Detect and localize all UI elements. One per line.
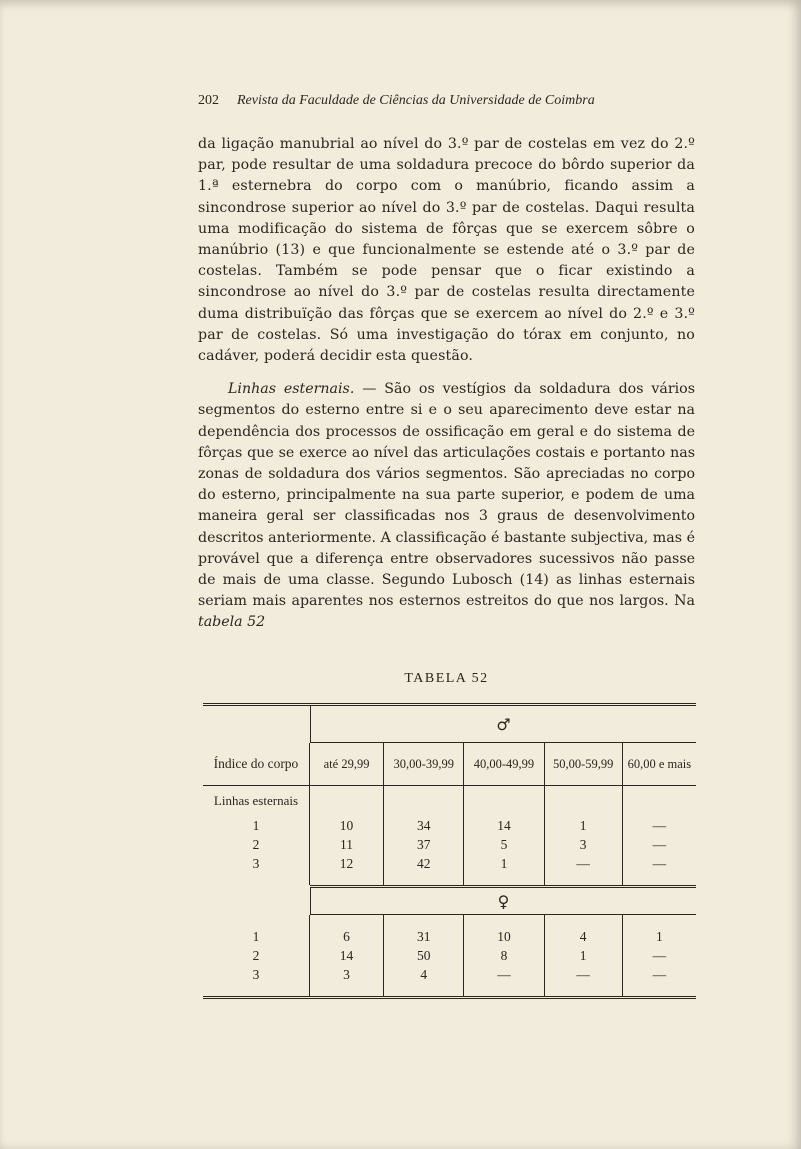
table-row — [203, 835, 696, 854]
column-header: 50,00-59,99 — [544, 743, 622, 785]
table-cell: 37 — [383, 835, 463, 854]
table-cell: 14 — [309, 946, 383, 965]
table-cell: 14 — [463, 816, 543, 835]
row-grade: 2 — [252, 837, 260, 852]
running-title: Revista da Faculdade de Ciências da Universidade de Coimbra — [237, 93, 595, 108]
female-symbol: ♀ — [497, 891, 510, 911]
table-cell: — — [544, 965, 622, 984]
column-header: 30,00-39,99 — [383, 743, 463, 785]
index-label: Índice do corpo — [213, 756, 299, 771]
table-cell: — — [622, 835, 696, 854]
table-cell: — — [463, 965, 543, 984]
table-cell: 10 — [309, 816, 383, 835]
table-cell: 1 — [544, 816, 622, 835]
table-row — [203, 946, 696, 965]
column-header: 60,00 e mais — [622, 743, 696, 785]
paragraph-2 — [198, 379, 695, 633]
rows-label-row — [203, 786, 696, 816]
column-header-row — [203, 743, 696, 785]
row-grade: 1 — [252, 818, 260, 833]
table-cell: 3 — [309, 965, 383, 984]
table-cell: — — [622, 816, 696, 835]
paragraph-2-text: — São os vestígios da soldadura dos vários segmentos do esterno entre si e o seu aparecimento deve estar na dependência dos processos de ossificação em geral e do sistema de fôrças que se exerce ao nível das articulações costais e portanto nas zonas de soldadura dos vários segmentos. São apreciadas no corpo do esterno, principalmente na sua parte superior, e podem de uma maneira geral ser classificadas nos 3 graus de desenvolvimento descritos anteriormente. A classificação é bastante subjectiva, mas é provável que a diferença entre observadores sucessivos não passe de mais de uma classe. Segundo Lubosch (14) as linhas esternais seriam mais aparentes nos esternos estreitos do que nos largos. Na — [198, 381, 695, 610]
female-section-rule — [310, 885, 696, 888]
table-row — [203, 816, 696, 835]
table-reference: tabela 52 — [198, 614, 266, 631]
table-cell: 1 — [463, 854, 543, 873]
table-cell: — — [622, 946, 696, 965]
table-cell: 42 — [383, 854, 463, 873]
rows-label: Linhas esternais — [213, 793, 299, 808]
table-row — [203, 927, 696, 946]
table-cell: 5 — [463, 835, 543, 854]
table-cell: 34 — [383, 816, 463, 835]
paragraph-1: da ligação manubrial ao nível do 3.º par de costelas em vez do 2.º par, pode resultar de uma soldadura precoce do bôrdo superior da 1.ª esternebra do corpo com o manúbrio, ficando assim a sincondrose superior ao nível do 3.º par de costelas. Daqui resulta uma modificação do sistema de fôrças que se exercem sôbre o manúbrio (13) e que funcionalmente se estende até o 3.º par de costelas. Também se pode pensar que o ficar existindo a sincondrose ao nível do 3.º par de costelas resulta directamente duma distribuïção das fôrças que se exercem ao nível do 2.º e 3.º par de costelas. Só uma investigação do tórax em conjunto, no cadáver, poderá decidir esta questão. — [198, 136, 695, 365]
table-cell: 8 — [463, 946, 543, 965]
table-cell: 31 — [383, 927, 463, 946]
table-cell: — — [622, 965, 696, 984]
row-grade: 2 — [252, 948, 260, 963]
table-cell: 1 — [544, 946, 622, 965]
male-symbol: ♂ — [496, 714, 511, 734]
page-number: 202 — [198, 93, 219, 108]
table-cell: 12 — [309, 854, 383, 873]
table-cell: 10 — [463, 927, 543, 946]
data-table — [203, 703, 696, 999]
section-lead: Linhas esternais. — [228, 381, 355, 398]
column-header: 40,00-49,99 — [463, 743, 543, 785]
row-grade: 3 — [252, 856, 260, 871]
row-grade: 1 — [252, 929, 260, 944]
table-cell: 50 — [383, 946, 463, 965]
table-bottom-rule — [203, 996, 696, 999]
male-header-row — [203, 706, 696, 742]
table-cell: 3 — [544, 835, 622, 854]
table-cell: 11 — [309, 835, 383, 854]
table-row — [203, 965, 696, 984]
table-cell: 4 — [544, 927, 622, 946]
table-cell: — — [622, 854, 696, 873]
body-text — [198, 134, 695, 634]
page-header — [198, 93, 648, 109]
table-row — [203, 854, 696, 873]
table-cell: 6 — [309, 927, 383, 946]
table-cell: 1 — [622, 927, 696, 946]
table-cell: — — [544, 854, 622, 873]
table-title: TABELA 52 — [404, 671, 489, 686]
table-cell: 4 — [383, 965, 463, 984]
female-header-row — [203, 888, 696, 914]
column-header: até 29,99 — [309, 743, 383, 785]
row-grade: 3 — [252, 967, 260, 982]
